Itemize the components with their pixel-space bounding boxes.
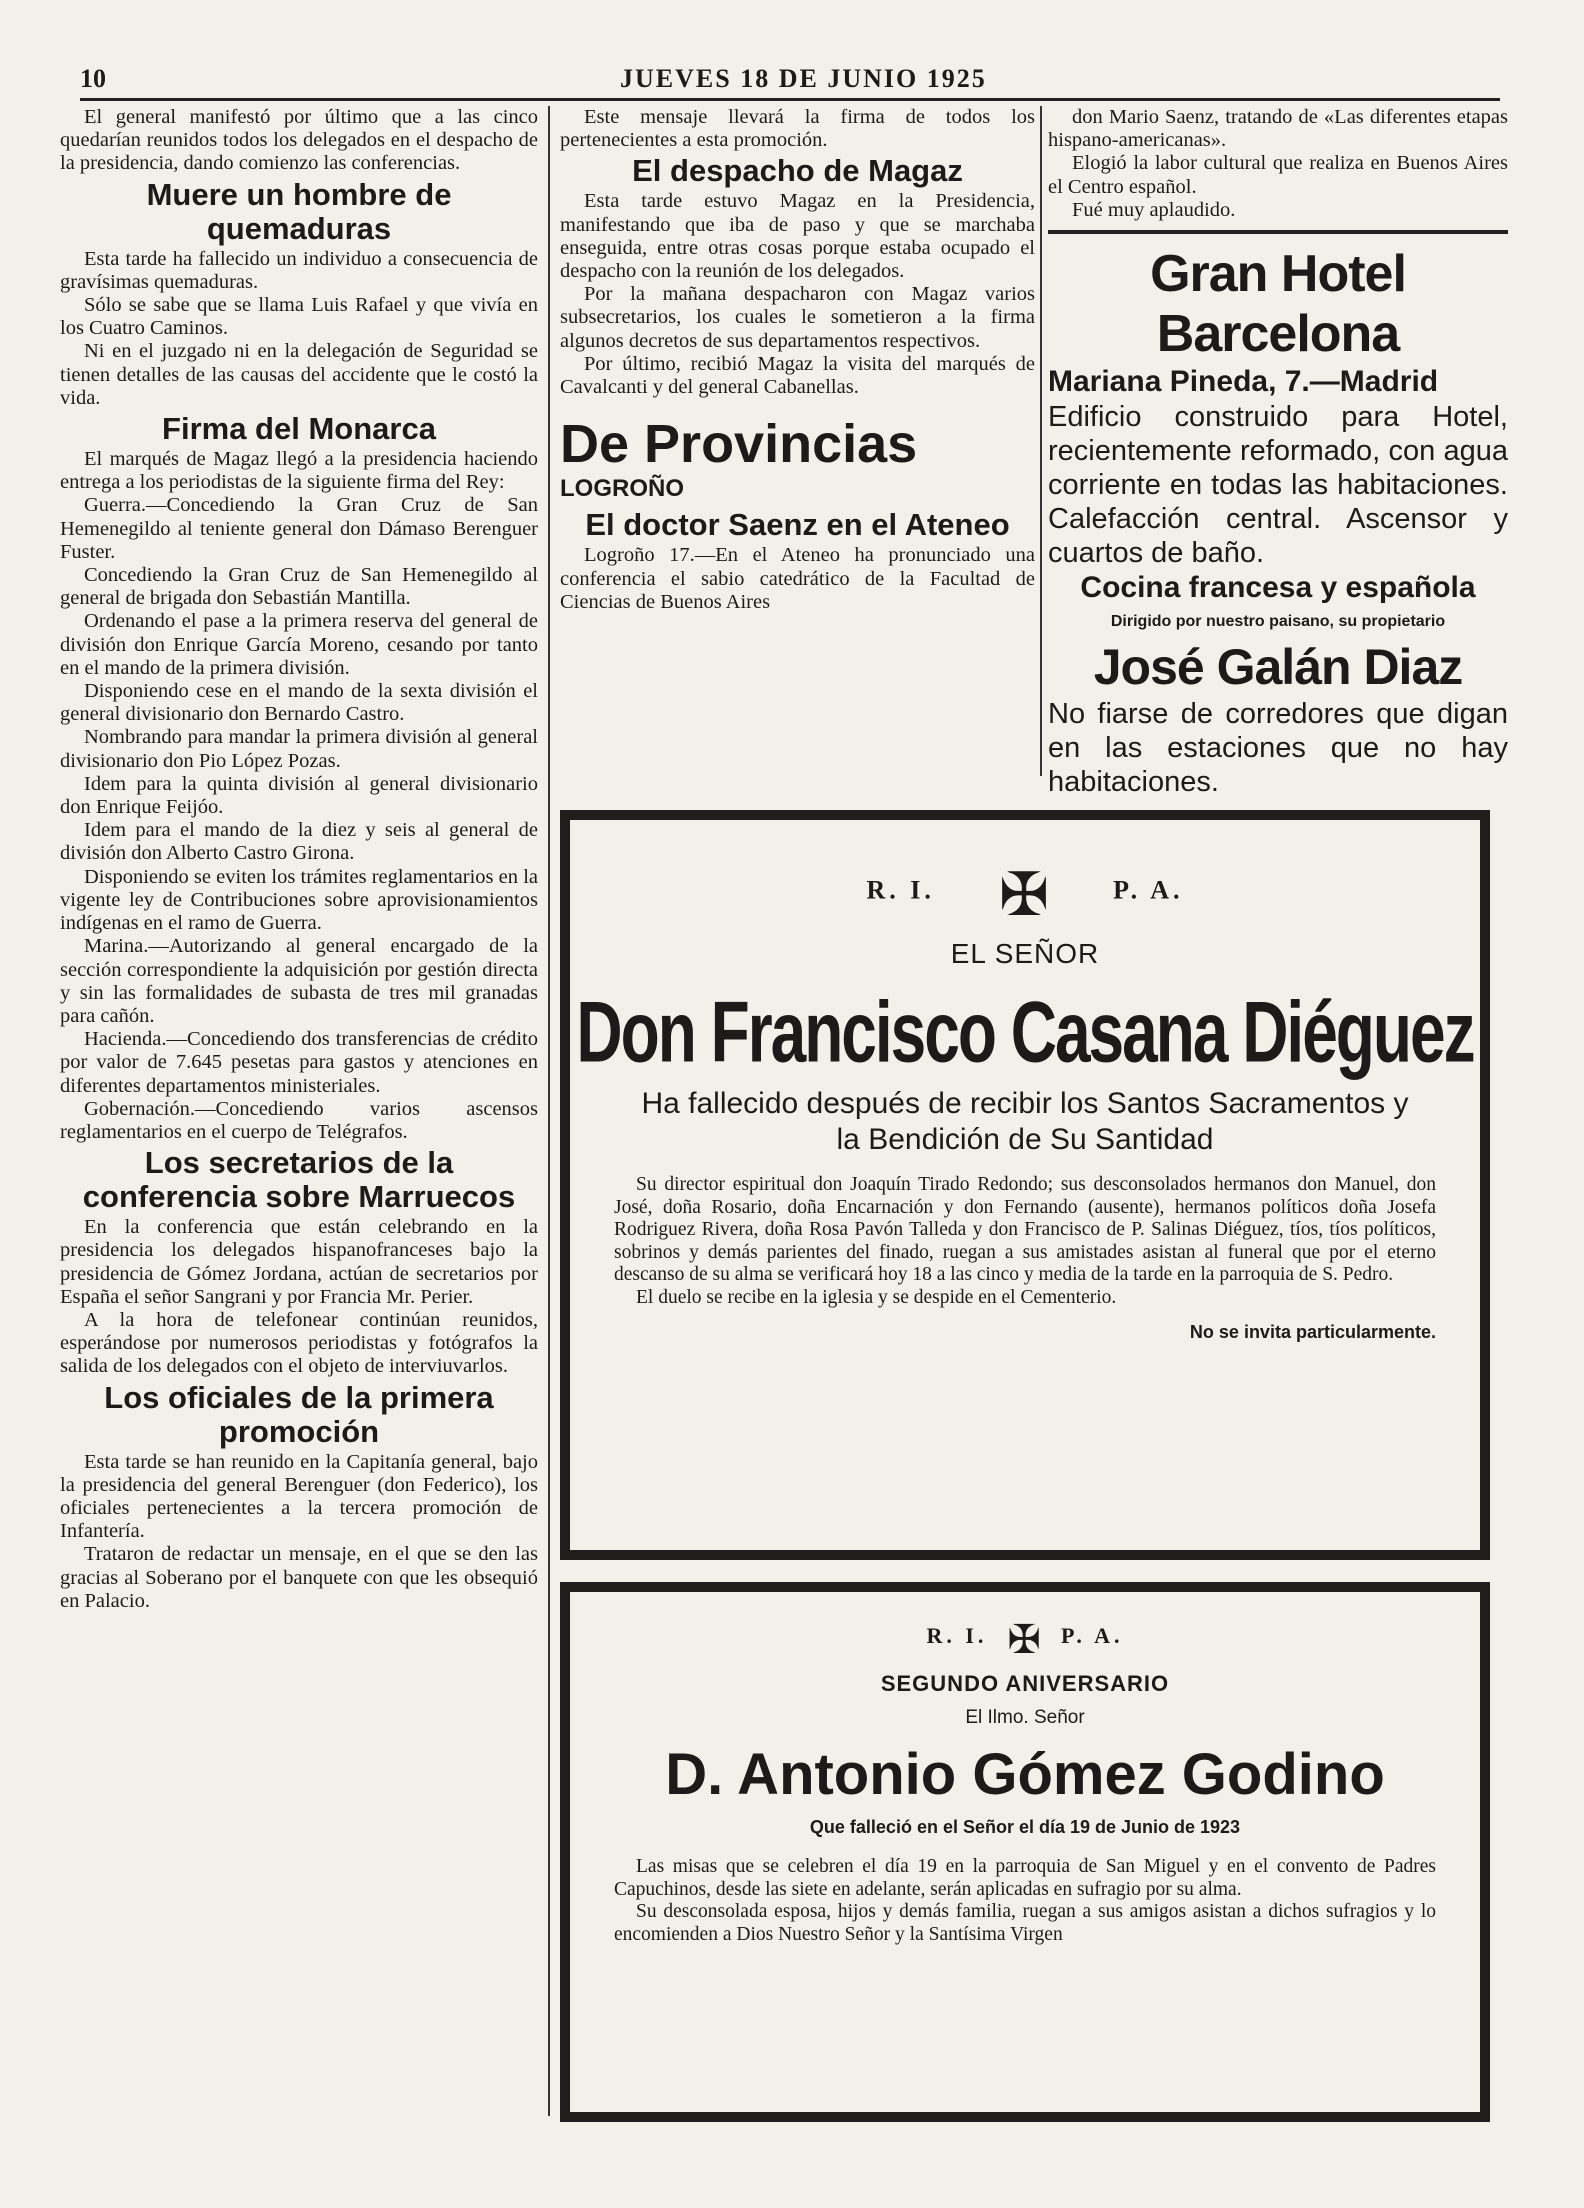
obituary-subtitle: El Ilmo. Señor — [965, 1707, 1085, 1728]
column-rule-1 — [548, 106, 550, 2116]
rip-left: R. I. — [926, 1623, 988, 1649]
rip-left: R. I. — [866, 875, 935, 905]
ad-cuisine: Cocina francesa y española — [1080, 571, 1476, 605]
obituary-paragraph: Las misas que se celebren el día 19 en la parroquia de San Miguel y en el convento de Padres Capuchinos, desde las siete en adelante, serán aplicadas en sufragio por su alma. — [614, 1856, 1436, 1900]
page-number: 10 — [80, 64, 106, 93]
article-text: El general manifestó por último que a las cinco quedarían reunidos todos los delegados en el despacho de la presidencia, dando comienzo las conferencias. — [60, 106, 538, 175]
obituary-paragraph: Su director espiritual don Joaquín Tirado Redondo; sus desconsolados hermanos don Manuel, don José, doña Rosario, doña Encarnación y don Fernando (ausente), hermanos políticos doña Josefa Rodriguez Rivera, doña Rosa Pavón Talleda y don Francisco de P. Salinas Diéguez, tíos, tíos políticos, sobrinos y demás parientes del finado, ruegan a sus amistades asistan al funeral que por el eterno descanso de su alma se verificará hoy 18 a las cinco y media de la tarde en la parroquia de S. Pedro. — [614, 1174, 1436, 1285]
obituary-name: Don Francisco Casana Diéguez — [576, 983, 1474, 1081]
article-text: Ordenando el pase a la primera reserva del general de división don Enrique García Moreno, cesando por tanto en el mando de la primera división. — [60, 610, 538, 679]
column-1 — [60, 106, 538, 1613]
article-text: Esta tarde se han reunido en la Capitanía general, bajo la presidencia del general Berenguer (don Federico), los oficiales pertenecientes a la tercera promoción de Infantería. — [60, 1450, 538, 1543]
article-text: Logroño 17.—En el Ateneo ha pronunciado una conferencia el sabio catedrático de la Facultad de Ciencias de Buenos Aires — [560, 544, 1035, 613]
article-text: Hacienda.—Concediendo dos transferencias de crédito por valor de 7.645 pesetas para gastos y atenciones en diferentes departamentos ministeriales. — [60, 1028, 538, 1097]
column-rule-2 — [1040, 106, 1042, 776]
hotel-advertisement — [1048, 244, 1508, 799]
obituary-box-1 — [560, 810, 1490, 1560]
article-text: Guerra.—Concediendo la Gran Cruz de San Hemenegildo al teniente general don Dámaso Berenguer Fuster. — [60, 494, 538, 563]
rip-right: P. A. — [1113, 875, 1184, 905]
article-text: Por la mañana despacharon con Magaz varios subsecretarios, los cuales le sometieron a la firma algunos decretos de sus departamentos respectivos. — [560, 283, 1035, 352]
obituary-paragraph: Su desconsolada esposa, hijos y demás familia, ruegan a sus amigos asistan a dichos sufragios y lo encomienden a Dios Nuestro Señor y la Santísima Virgen — [614, 1901, 1436, 1945]
ad-title: Gran Hotel Barcelona — [1150, 245, 1406, 364]
article-text: Marina.—Autorizando al general encargado de la sección correspondiente la adquisición por gestión directa y sin las formalidades de subasta de tres mil granadas para cañón. — [60, 935, 538, 1027]
ad-warning: No fiarse de corredores que digan en las estaciones que no hay habitaciones. — [1048, 698, 1508, 799]
headline: El doctor Saenz en el Ateneo — [585, 507, 1010, 543]
obituary-box-2 — [560, 1582, 1490, 2122]
article-text: En la conferencia que están celebrando en la presidencia los delegados hispanofranceses bajo la presidencia de Gómez Jordana, actúan de secretarios por España el señor Sangrani y por Francia Mr. Perier. — [60, 1216, 538, 1308]
headline: Muere un hombre de quemaduras — [146, 176, 452, 246]
ad-address: Mariana Pineda, 7.—Madrid — [1048, 365, 1439, 399]
article-text: Gobernación.—Concediendo varios ascensos reglamentarios en el cuerpo de Telégrafos. — [60, 1097, 538, 1143]
obituary-text — [570, 1174, 1480, 1344]
rip-right: P. A. — [1060, 1623, 1124, 1649]
article-text: Trataron de redactar un mensaje, en el que se den las gracias al Soberano por el banquete con que les obsequió en Palacio. — [60, 1543, 538, 1612]
cross-icon: ✠ — [998, 862, 1050, 928]
obituary-text — [570, 1856, 1480, 1946]
section-subheadline: LOGROÑO — [560, 475, 684, 503]
dateline: JUEVES 18 DE JUNIO 1925 — [620, 64, 987, 93]
cross-icon: ✠ — [1007, 1617, 1041, 1662]
article-text: Concediendo la Gran Cruz de San Hemenegildo al general de brigada don Sebastián Mantilla. — [60, 564, 538, 610]
headline: El despacho de Magaz — [632, 153, 963, 189]
column-3 — [1048, 106, 1508, 799]
article-text: Esta tarde ha fallecido un individuo a consecuencia de gravísimas quemaduras. — [60, 247, 538, 293]
ad-description: Edificio construido para Hotel, recientemente reformado, con agua corriente en todas las habitaciones. Calefacción central. Ascensor y cuartos de baño. — [1048, 401, 1508, 570]
ad-rule — [1048, 230, 1508, 234]
ad-owner-name: José Galán Diaz — [1093, 639, 1463, 696]
obituary-title: SEGUNDO ANIVERSARIO — [880, 1671, 1170, 1696]
obituary-paragraph: El duelo se recibe en la iglesia y se despide en el Cementerio. — [636, 1286, 1117, 1308]
headline: Los secretarios de la conferencia sobre Marruecos — [82, 1145, 516, 1215]
article-text: Sólo se sabe que se llama Luis Rafael y que vivía en los Cuatro Caminos. — [60, 294, 538, 340]
obituary-name: D. Antonio Gómez Godino — [665, 1742, 1385, 1807]
ad-owner-label: Dirigido por nuestro paisano, su propietario — [1110, 613, 1446, 631]
article-text: Elogió la labor cultural que realiza en Buenos Aires el Centro español. — [1048, 152, 1508, 198]
obituary-note: No se invita particularmente. — [1189, 1322, 1436, 1342]
article-text: Este mensaje llevará la firma de todos los pertenecientes a esta promoción. — [560, 106, 1035, 152]
obituary-date: Que falleció en el Señor el día 19 de Junio de 1923 — [809, 1817, 1241, 1837]
article-text: Fué muy aplaudido. — [1072, 198, 1236, 221]
article-text: Ni en el juzgado ni en la delegación de Seguridad se tienen detalles de las causas del accidente que le costó la vida. — [60, 340, 538, 409]
article-text: don Mario Saenz, tratando de «Las diferentes etapas hispano-americanas». — [1048, 106, 1508, 152]
article-text: Esta tarde estuvo Magaz en la Presidencia, manifestando que iba de paso y que se marchaba enseguida, entre otras cosas porque estaba ocupado el despacho con la reunión de los delegados. — [560, 190, 1035, 283]
page-header — [80, 62, 1500, 101]
column-2 — [560, 106, 1035, 614]
article-text: Nombrando para mandar la primera división al general divisionario don Pio López Pozas. — [60, 726, 538, 772]
article-text: Disponiendo cese en el mando de la sexta división el general divisionario don Bernardo Castro. — [60, 680, 538, 726]
article-text: Disponiendo se eviten los trámites reglamentarios en la vigente ley de Contribuciones sobre aprovisionamientos indígenas en el ramo de Guerra. — [60, 865, 538, 935]
headline: Los oficiales de la primera promoción — [104, 1379, 494, 1449]
article-text: Por último, recibió Magaz la visita del marqués de Cavalcanti y del general Cabanellas. — [560, 352, 1035, 399]
section-headline: De Provincias — [560, 414, 918, 475]
article-text: El marqués de Magaz llegó a la presidencia haciendo entrega a los periodistas de la siguiente firma del Rey: — [60, 448, 538, 494]
obituary-title: EL SEÑOR — [950, 938, 1100, 969]
obituary-subtitle: Ha fallecido después de recibir los Santos Sacramentos y la Bendición de Su Santidad — [641, 1087, 1409, 1156]
headline: Firma del Monarca — [162, 411, 436, 447]
article-text: A la hora de telefonear continúan reunidos, esperándose por numerosos periodistas y fotógrafos la salida de los delegados con el objeto de interviuvarlos. — [60, 1308, 538, 1378]
rip-line — [570, 1616, 1480, 1663]
article-text: Idem para la quinta división al general divisionario don Enrique Feijóo. — [60, 772, 538, 819]
article-text: Idem para el mando de la diez y seis al general de división don Alberto Castro Girona. — [60, 819, 538, 865]
rip-line — [570, 860, 1480, 930]
